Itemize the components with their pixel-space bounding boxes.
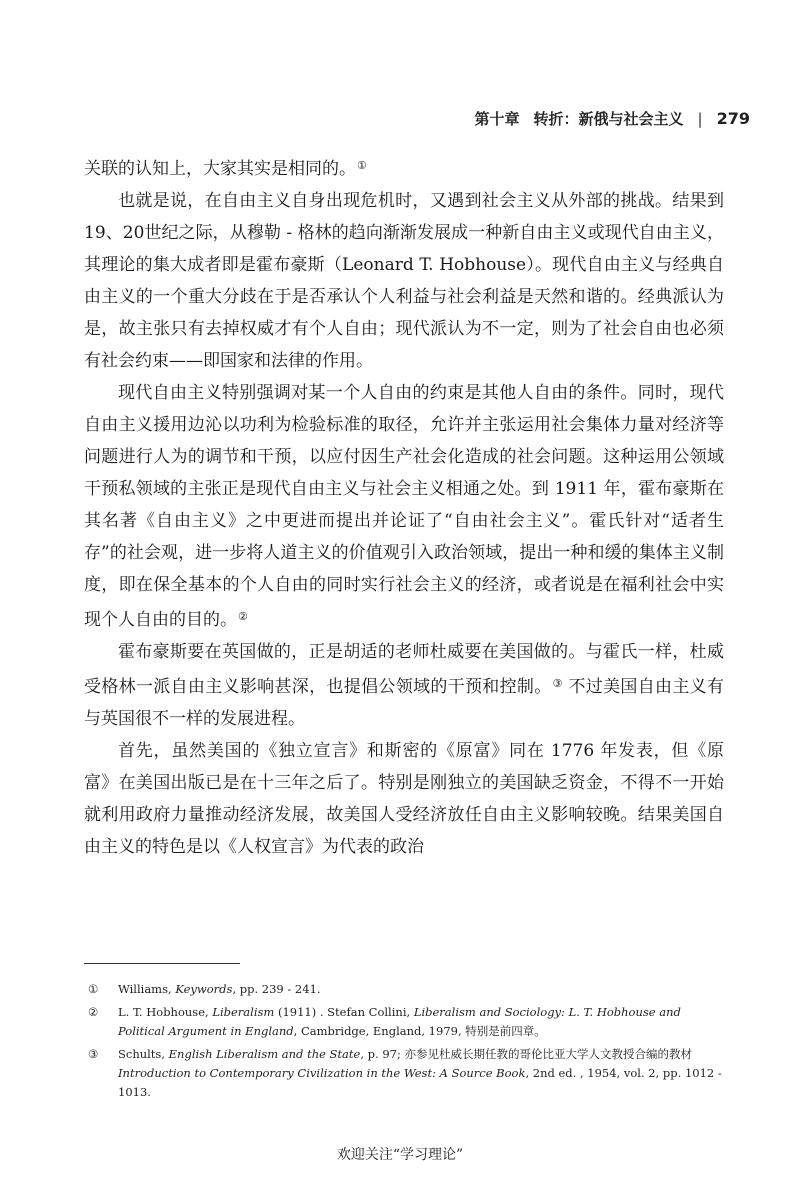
paragraph [84,377,724,636]
footnote-text-part: Williams, [118,982,176,996]
footnote-title: Keywords [175,982,233,996]
footnote-ref-3[interactable]: ③ [552,677,563,690]
paragraph-text: 关联的认知上，大家其实是相同的。 [84,159,356,179]
paragraph-text: 霍布豪斯要在英国做的，正是胡适的老师杜威要在美国做的。与霍氏一样，杜威受格林一派自由主义影响甚深，也提倡公领域的干预和控制。 [84,642,724,697]
footnote-rule [84,963,240,964]
footnote-ref-2[interactable]: ② [238,610,248,623]
footnote-text [118,980,724,999]
paragraph [84,185,724,377]
paragraph [84,636,724,735]
paragraph-text: 不过美国自由主义有与英国很不一样的发展进程。 [84,677,725,729]
footnote-title: Introduction to Contemporary Civilization in the West: A Source Book [118,1066,526,1080]
paragraph-text: 现代自由主义特别强调对某一个人自由的约束是其他人自由的条件。同时，现代自由主义援用边沁以功利为检验标准的取径，允许并主张运用社会集体力量对经济等问题进行人为的调节和干预，以应付因生产社会化造成的社会问题。这种运用公领域干预私领域的主张正是现代自由主义与社会主义相通之处。到 1911 年，霍布豪斯在其名著《自由主义》之中更进而提出并论证了“自由社会主义”。霍氏针对“适者生存”的社会观，进一步将人道主义的价值观引入政治领域，提出一种和缓的集体主义制度，即在保全基本的个人自由的同时实行社会主义的经济，或者说是在福利社会中实现个人自由的目的。 [84,383,724,630]
footnote-text-part: , pp. 239 - 241. [232,982,321,996]
footnote-text-part: (1911) . Stefan Collini, [274,1005,414,1019]
footnote-text-part: , 2nd ed. , 1954, vol. 2, pp. 1012 - 1013. [118,1066,722,1099]
footnote-text [118,1045,724,1102]
footnote-item [84,1003,724,1041]
footnote-mark: ② [88,1005,99,1019]
footnote-text-part: L. T. Hobhouse, [118,1005,213,1019]
footnote-text-part: , p. 97; 亦参见杜威长期任教的哥伦比亚大学人文教授合编的教材 [360,1047,692,1061]
footnotes [84,980,724,1106]
footnote-title: Liberalism and Sociology: L. T. Hobhouse and Political Argument in England [118,1005,681,1038]
footnote-text-part: Schults, [118,1047,169,1061]
page-number: 279 [716,109,750,128]
header-separator: | [697,109,703,128]
paragraph [84,735,724,863]
footnote-mark: ③ [88,1047,99,1061]
paragraph-text: 也就是说，在自由主义自身出现危机时，又遇到社会主义从外部的挑战。结果到19、20世纪之际，从穆勒 - 格林的趋向渐渐发展成一种新自由主义或现代自由主义，其理论的集大成者即是霍布豪斯（Leonard T. Hobhouse）。现代自由主义与经典自由主义的一个重大分歧在于是否承认个人利益与社会利益是天然和谐的。经典派认为是，故主张只有去掉权威才有个人自由；现代派认为不一定，则为了社会自由也必须有社会约束——即国家和法律的作用。 [84,191,724,371]
chapter-label: 第十章 [474,110,520,128]
page-footer: 欢迎关注“学习理论” [336,1147,464,1163]
chapter-title: 转折：新俄与社会主义 [533,110,684,128]
paragraph-continued [84,150,724,185]
footnote-mark: ① [88,982,99,996]
footnote-title: Liberalism [212,1005,275,1019]
footnote-title: English Liberalism and the State [168,1047,361,1061]
footnote-text-part: , Cambridge, England, 1979, 特别是前四章。 [293,1024,546,1038]
footnote-item [84,980,724,999]
footnote-item [84,1045,724,1102]
body-text [84,150,724,863]
footnote-text [118,1003,724,1041]
running-header [475,108,751,129]
paragraph-text: 首先，虽然美国的《独立宣言》和斯密的《原富》同在 1776 年发表，但《原富》在美国出版已是在十三年之后了。特别是刚独立的美国缺乏资金，不得不一开始就利用政府力量推动经济发展，故美国人受经济放任自由主义影响较晚。结果美国自由主义的特色是以《人权宣言》为代表的政治 [84,741,724,857]
footnote-ref-1[interactable]: ① [357,159,367,172]
